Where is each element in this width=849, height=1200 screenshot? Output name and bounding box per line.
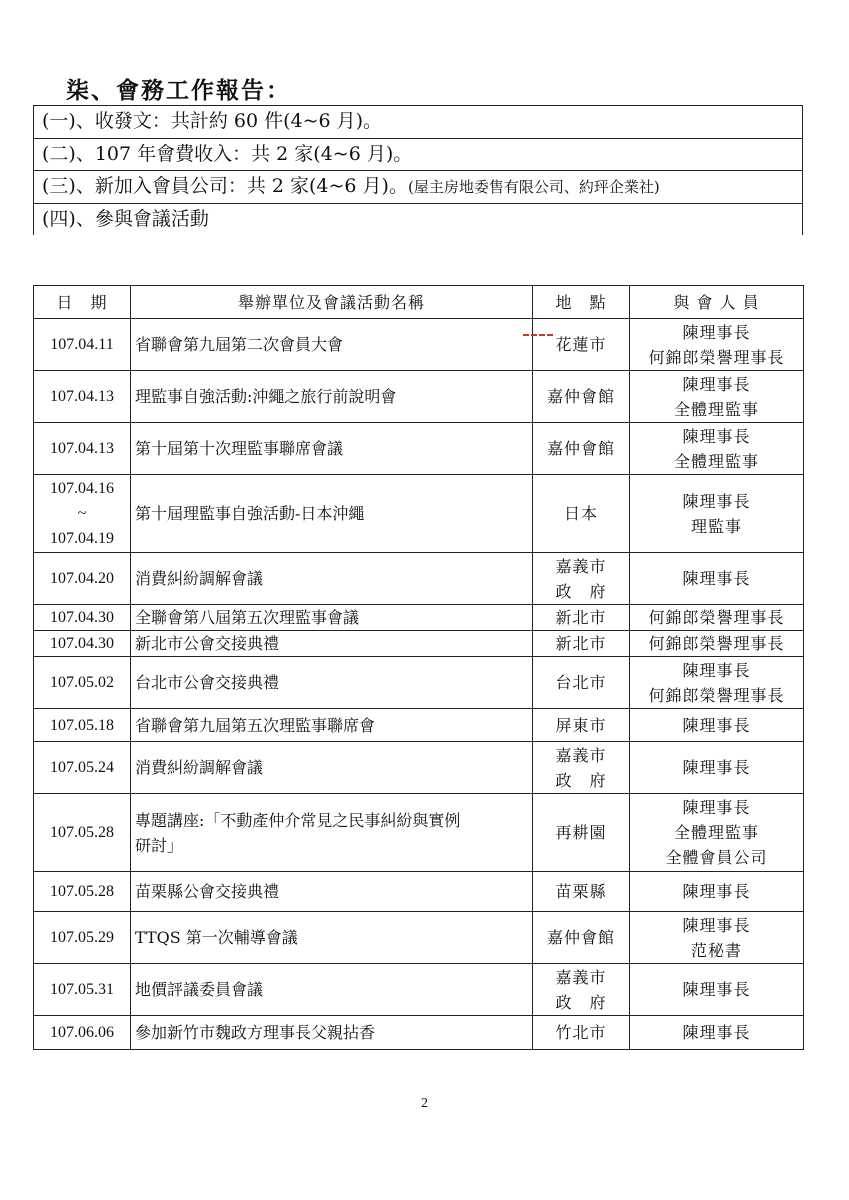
date-cell [34, 371, 131, 423]
table-row [34, 319, 804, 371]
place-cell [533, 423, 630, 475]
place-cell-line: 嘉仲會館 [546, 928, 615, 947]
table-row [34, 912, 804, 964]
attendees-cell [630, 553, 804, 605]
attendees-cell-line: 何錦郎榮譽理事長 [648, 347, 785, 367]
place-cell-line: 政 府 [555, 581, 607, 601]
date-cell-line: 107.05.28 [50, 824, 114, 841]
attendees-cell-line: 全體理監事 [673, 451, 759, 471]
date-cell-line: 107.04.30 [50, 609, 114, 626]
attendees-cell-line: 何錦郎榮譽理事長 [648, 608, 785, 627]
event-cell [131, 475, 533, 553]
attendees-cell-line: 陳理事長 [682, 660, 751, 680]
date-cell-line: 107.05.18 [50, 716, 114, 734]
attendees-cell-line: 陳理事長 [682, 322, 751, 342]
attendees-cell-line: 陳理事長 [682, 1023, 751, 1042]
attendees-cell [630, 605, 804, 631]
date-cell [34, 742, 131, 794]
place-cell-line: 嘉仲會館 [546, 387, 615, 406]
place-cell [533, 319, 630, 371]
place-cell-line: 嘉義市 [555, 745, 607, 765]
table-row [34, 657, 804, 709]
header-event: 舉辦單位及會議活動名稱 [131, 286, 533, 319]
attendees-cell [630, 964, 804, 1016]
date-cell [34, 794, 131, 872]
date-cell-line: 107.05.28 [50, 883, 114, 900]
event-cell-line: 地價評議委員會議 [135, 980, 264, 999]
date-cell [34, 423, 131, 475]
place-cell [533, 912, 630, 964]
attendees-cell [630, 709, 804, 742]
summary-row-documents [34, 106, 802, 139]
attendees-cell [630, 872, 804, 912]
event-cell-line: 消費糾紛調解會議 [135, 569, 264, 588]
attendees-cell-line: 陳理事長 [682, 491, 751, 511]
place-cell [533, 872, 630, 912]
attendees-cell [630, 319, 804, 371]
header-attendees: 與 會 人 員 [630, 286, 804, 319]
attendees-cell-line: 陳理事長 [682, 882, 751, 901]
date-cell-line: 107.05.29 [50, 929, 114, 946]
summary-row-fees [34, 139, 802, 172]
event-cell [131, 423, 533, 475]
place-cell [533, 709, 630, 742]
event-cell [131, 371, 533, 423]
attendees-cell-line: 范秘書 [690, 940, 742, 960]
event-cell [131, 657, 533, 709]
place-cell [533, 371, 630, 423]
date-cell [34, 1016, 131, 1050]
date-cell-line: 107.04.19 [50, 530, 114, 547]
header-place: 地 點 [533, 286, 630, 319]
place-cell-line: 嘉義市 [555, 967, 607, 987]
attendees-cell-line: 何錦郎榮譽理事長 [648, 685, 785, 705]
summary-box [33, 105, 803, 235]
attendees-cell-line: 陳理事長 [682, 798, 751, 817]
event-cell [131, 742, 533, 794]
attendees-cell [630, 371, 804, 423]
date-cell-line: 107.05.02 [50, 674, 114, 691]
event-cell-line: 參加新竹市魏政方理事長父親拈香 [135, 1023, 376, 1042]
summary-note: (屋主房地委售有限公司、約玶企業社) [407, 178, 660, 196]
event-cell [131, 964, 533, 1016]
attendees-cell [630, 475, 804, 553]
attendees-cell-line: 陳理事長 [682, 915, 751, 935]
summary-row-meetings [34, 204, 802, 236]
date-cell-line: 107.04.16 [50, 480, 114, 497]
event-cell-line: 苗栗縣公會交接典禮 [135, 882, 280, 901]
table-row [34, 872, 804, 912]
place-cell [533, 475, 630, 553]
activities-table [33, 285, 804, 1050]
date-cell [34, 553, 131, 605]
section-heading: 柒、會務工作報告： [66, 77, 291, 104]
event-cell [131, 794, 533, 872]
date-cell [34, 631, 131, 657]
summary-text: (二)、107 年會費收入：共 2 家(4~6 月)。 [42, 142, 413, 165]
place-cell-line: 竹北市 [555, 1023, 607, 1042]
table-row [34, 371, 804, 423]
attendees-cell-line: 全體會員公司 [665, 848, 768, 867]
attendees-cell [630, 1016, 804, 1050]
event-cell [131, 605, 533, 631]
place-cell [533, 964, 630, 1016]
attendees-cell-line: 陳理事長 [682, 569, 751, 588]
event-cell-line: 專題講座:「不動產仲介常見之民事糾紛與實例 [135, 810, 461, 830]
event-cell-line: 省聯會第九屆第五次理監事聯席會 [135, 715, 376, 735]
place-cell-line: 屏東市 [555, 715, 607, 735]
attendees-cell-line: 全體理監事 [673, 823, 759, 842]
place-cell [533, 605, 630, 631]
place-cell-line: 苗栗縣 [555, 882, 607, 901]
event-cell-line: TTQS 第一次輔導會議 [135, 928, 298, 947]
place-cell-line: 政 府 [555, 770, 607, 790]
event-cell [131, 553, 533, 605]
attendees-cell [630, 423, 804, 475]
place-cell-line: 嘉仲會館 [546, 439, 615, 458]
date-cell-line: 107.04.20 [50, 570, 114, 587]
table-row [34, 964, 804, 1016]
event-cell [131, 631, 533, 657]
attendees-cell-line: 陳理事長 [682, 715, 751, 735]
date-cell-line: ~ [77, 505, 87, 522]
event-cell-line: 第十屆第十次理監事聯席會議 [135, 439, 344, 458]
event-cell [131, 319, 533, 371]
table-row [34, 631, 804, 657]
place-cell-line: 新北市 [555, 634, 607, 653]
table-row [34, 423, 804, 475]
attendees-cell [630, 912, 804, 964]
place-cell [533, 794, 630, 872]
table-row [34, 1016, 804, 1050]
date-cell [34, 657, 131, 709]
place-cell-line: 台北市 [555, 673, 607, 692]
event-cell-line: 第十屆理監事自強活動-日本沖繩 [135, 504, 365, 523]
place-cell [533, 657, 630, 709]
red-ink-mark [523, 334, 553, 338]
table-row [34, 605, 804, 631]
attendees-cell [630, 794, 804, 872]
place-cell [533, 742, 630, 794]
date-cell [34, 605, 131, 631]
table-header-row [34, 286, 804, 319]
summary-text: (一)、收發文：共計約 60 件(4~6 月)。 [42, 110, 383, 132]
event-cell [131, 709, 533, 742]
event-cell [131, 872, 533, 912]
date-cell-line: 107.06.06 [50, 1024, 114, 1041]
place-cell [533, 631, 630, 657]
place-cell [533, 1016, 630, 1050]
attendees-cell [630, 631, 804, 657]
attendees-cell-line: 陳理事長 [682, 374, 751, 394]
place-cell-line: 花蓮市 [555, 335, 607, 354]
date-cell [34, 872, 131, 912]
attendees-cell-line: 陳理事長 [682, 980, 751, 999]
event-cell-line: 消費糾紛調解會議 [135, 758, 264, 777]
event-cell-line: 研討」 [135, 835, 184, 855]
page-number: 2 [421, 1096, 428, 1111]
date-cell-line: 107.04.13 [50, 440, 114, 457]
table-row [34, 475, 804, 553]
attendees-cell-line: 理監事 [690, 516, 742, 536]
date-cell-line: 107.05.31 [50, 981, 114, 998]
attendees-cell-line: 陳理事長 [682, 426, 751, 446]
date-cell-line: 107.04.13 [50, 388, 114, 405]
place-cell-line: 日本 [563, 504, 598, 523]
date-cell [34, 912, 131, 964]
event-cell [131, 912, 533, 964]
event-cell-line: 理監事自強活動:沖繩之旅行前說明會 [135, 387, 397, 406]
date-cell [34, 709, 131, 742]
table-row [34, 709, 804, 742]
attendees-cell [630, 742, 804, 794]
summary-text: (三)、新加入會員公司：共 2 家(4~6 月)。 [42, 175, 408, 197]
summary-row-new-members [34, 171, 802, 204]
place-cell-line: 新北市 [555, 608, 607, 627]
table-row [34, 742, 804, 794]
place-cell-line: 再耕園 [555, 823, 607, 842]
date-cell [34, 475, 131, 553]
event-cell-line: 省聯會第九屆第二次會員大會 [135, 335, 344, 354]
place-cell-line: 嘉義市 [555, 556, 607, 576]
attendees-cell-line: 全體理監事 [673, 399, 759, 419]
date-cell-line: 107.04.30 [50, 635, 114, 652]
date-cell [34, 964, 131, 1016]
attendees-cell-line: 陳理事長 [682, 758, 751, 777]
table-row [34, 553, 804, 605]
date-cell-line: 107.04.11 [50, 336, 114, 353]
header-date: 日 期 [34, 286, 131, 319]
attendees-cell-line: 何錦郎榮譽理事長 [648, 634, 785, 653]
event-cell [131, 1016, 533, 1050]
summary-text: (四)、參與會議活動 [42, 207, 209, 230]
date-cell [34, 319, 131, 371]
attendees-cell [630, 657, 804, 709]
date-cell-line: 107.05.24 [50, 759, 114, 776]
place-cell-line: 政 府 [555, 992, 607, 1012]
event-cell-line: 台北市公會交接典禮 [135, 673, 280, 692]
event-cell-line: 新北市公會交接典禮 [135, 634, 280, 653]
event-cell-line: 全聯會第八屆第五次理監事會議 [135, 608, 360, 627]
table-row [34, 794, 804, 872]
place-cell [533, 553, 630, 605]
